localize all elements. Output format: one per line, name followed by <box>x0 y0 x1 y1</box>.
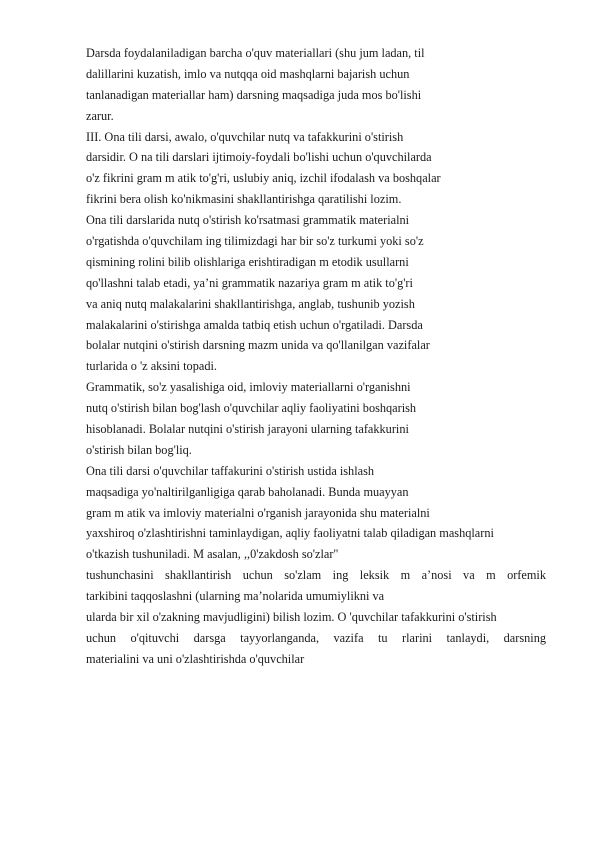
text-line: qo'llashni talab etadi, ya’ni grammatik nazariya gram m atik to'g'ri <box>86 275 413 290</box>
text-line: nutq o'stirish bilan bog'lash o'quvchilar aqliy faoliyatini boshqarish <box>86 401 417 416</box>
text-line: yaxshiroq o'zlashtirishni taminlaydigan, aqliy faoliyatni talab qiladigan mashqlarni <box>86 526 494 541</box>
text-line: maqsadiga yo'naltirilganligiga qarab baholanadi. Bunda muayyan <box>86 484 409 499</box>
text-line: va aniq nutq malakalarini shakllantirishga, anglab, tushunib yozish <box>86 296 415 311</box>
text-line: o'tkazish tushuniladi. M asalan, ,,0'zakdosh so'zlar" <box>86 547 339 562</box>
text-line: o'z fikrini gram m atik to'g'ri, uslubiy aniq, izchil ifodalash va boshqalar <box>86 171 441 186</box>
text-line: III. Ona tili darsi, awalo, o'quvchilar nutq va tafakkurini o'stirish <box>86 129 404 144</box>
text-line: bolalar nutqini o'stirish darsning mazm unida va qo'llanilgan vazifalar <box>86 338 430 353</box>
text-line: fikrini bera olish ko'nikmasini shakllantirishga qaratilishi lozim. <box>86 192 402 207</box>
text-line: dalillarini kuzatish, imlo va nutqqa oid mashqlarni bajarish uchun <box>86 66 410 81</box>
text-line: tushunchasini shakllantirish uchun so'zlam ing leksik m a’nosi va m orfemik <box>86 568 546 583</box>
text-line: o'rgatishda o'quvchilam ing tilimizdagi har bir so'z turkumi yoki so'z <box>86 234 424 249</box>
text-line: tanlanadigan materiallar ham) darsning maqsadiga juda mos bo'lishi <box>86 87 422 102</box>
body-text <box>86 43 546 670</box>
text-line: Grammatik, so'z yasalishiga oid, imloviy materiallarni o'rganishni <box>86 380 411 395</box>
text-line: materialini va uni o'zlashtirishda o'quvchilar <box>86 651 305 666</box>
text-line: turlarida o 'z aksini topadi. <box>86 359 217 374</box>
text-line: zarur. <box>86 108 114 123</box>
text-line: Darsda foydalaniladigan barcha o'quv materiallari (shu jum ladan, til <box>86 46 425 60</box>
text-line: qismining rolini bilib olishlariga erishtiradigan m etodik usullarni <box>86 254 409 269</box>
text-line: malakalarini o'stirishga amalda tatbiq etish uchun o'rgatiladi. Darsda <box>86 317 423 332</box>
text-line: uchun o'qituvchi darsga tayyorlanganda, vazifa tu rlarini tanlaydi, darsning <box>86 630 546 645</box>
text-line: tarkibini taqqoslashni (ularning ma’nolarida umumiylikni va <box>86 589 385 604</box>
text-line: gram m atik va imloviy materialni o'rganish jarayonida shu materialni <box>86 505 430 520</box>
text-line: darsidir. O na tili darslari ijtimoiy-foydali bo'lishi uchun o'quvchilarda <box>86 150 432 165</box>
text-line: o'stirish bilan bog'liq. <box>86 442 192 457</box>
text-line: hisoblanadi. Bolalar nutqini o'stirish jarayoni ularning tafakkurini <box>86 422 409 437</box>
text-line: Ona tili darslarida nutq o'stirish ko'rsatmasi grammatik materialni <box>86 213 410 228</box>
text-line: ularda bir xil o'zakning mavjudligini) bilish lozim. O 'quvchilar tafakkurini o'stirish <box>86 610 497 625</box>
text-line: Ona tili darsi o'quvchilar taffakurini o'stirish ustida ishlash <box>86 463 375 478</box>
